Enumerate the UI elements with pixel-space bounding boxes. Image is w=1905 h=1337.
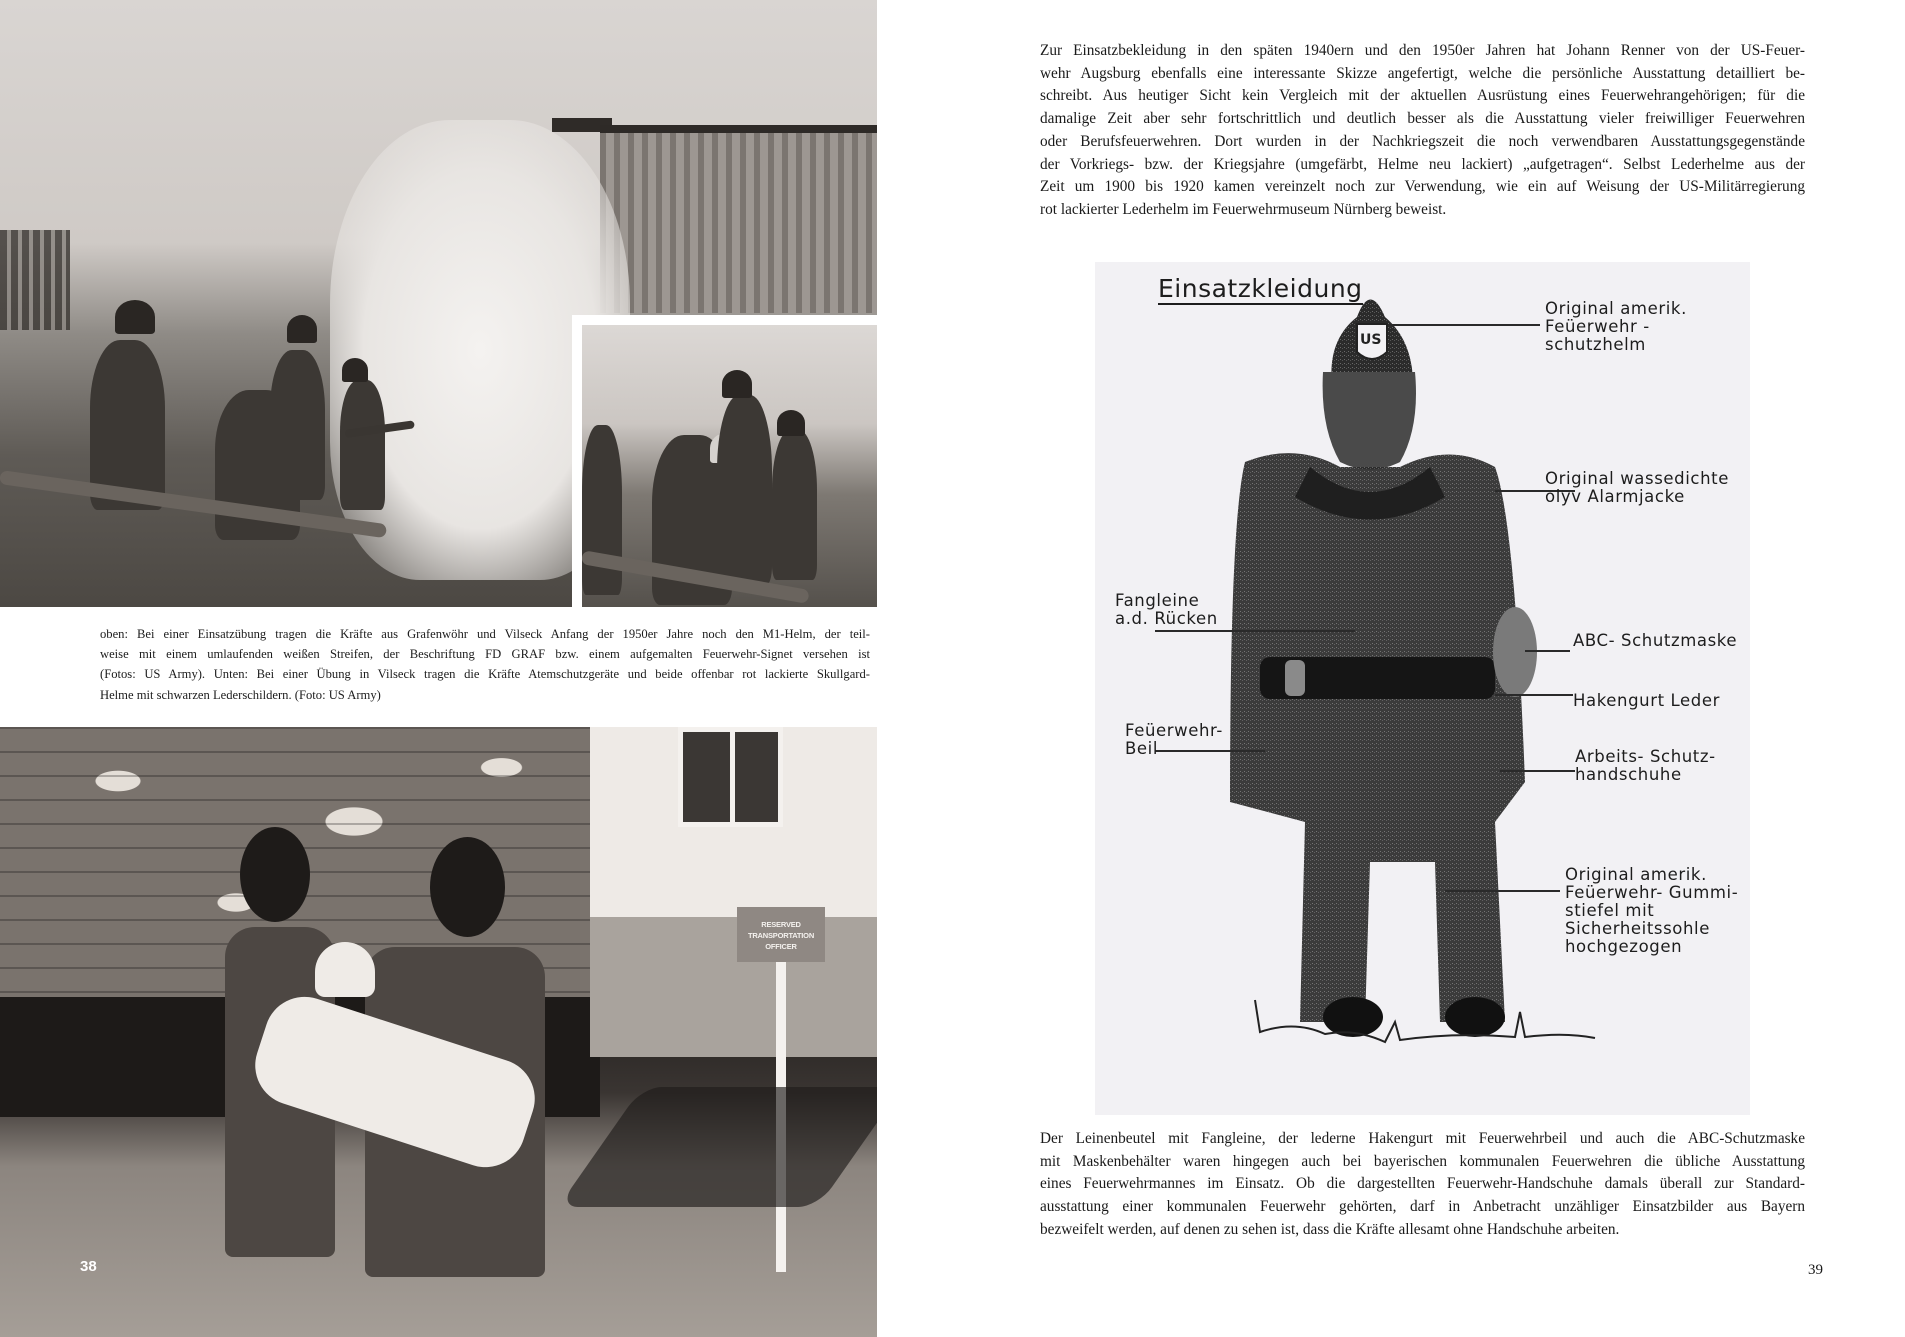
head-shape bbox=[1323, 372, 1416, 470]
label-line: olyv Alarmjacke bbox=[1545, 487, 1685, 506]
leader-line bbox=[1495, 694, 1573, 696]
reserved-sign bbox=[737, 907, 825, 962]
leader-line bbox=[1390, 324, 1540, 326]
firefighter-figure bbox=[270, 350, 325, 500]
boot-left bbox=[1323, 997, 1383, 1037]
page-number-left: 38 bbox=[80, 1258, 97, 1275]
belt-buckle bbox=[1285, 660, 1305, 696]
text-line: bezweifelt werden, auf denen zu sehen ist, dass die Kräfte allesamt ohne Handschuhe arbeiten. bbox=[1040, 1220, 1620, 1238]
caption-line: weise mit einem umlaufenden weißen Streifen, der Beschriftung FD GRAF bzw. einem aufgemalten Feuerwehr-Signet versehen ist bbox=[100, 647, 870, 662]
building-window bbox=[678, 727, 783, 827]
label-line: Beil bbox=[1125, 739, 1159, 758]
text-line: wehr Augsburg ebenfalls eine interessante Skizze angefertigt, welche die persönliche Ausstattung detailliert be- bbox=[1040, 64, 1805, 82]
left-page bbox=[0, 0, 877, 1337]
label-line: Feüerwehr- bbox=[1125, 721, 1223, 740]
label-rescue-line bbox=[1115, 592, 1218, 628]
label-line: Feüerwehr - bbox=[1545, 317, 1650, 336]
text-line: eines Feuerwehrmannes im Einsatz. Ob die dargestellten Feuerwehr-Handschuhe damals überall zur Standard- bbox=[1040, 1175, 1805, 1193]
leader-line bbox=[1525, 650, 1570, 652]
photo-rescue-exercise bbox=[0, 727, 877, 1337]
label-jacket bbox=[1545, 470, 1729, 506]
leader-line bbox=[1445, 890, 1560, 892]
paragraph-equipment bbox=[1040, 1128, 1805, 1242]
text-line: schreibt. Aus heutiger Sicht kein Vergleich mit der aktuellen Ausrüstung eines Feuerwehrangehörigen; für die bbox=[1040, 87, 1805, 105]
leader-line bbox=[1155, 630, 1355, 632]
label-boots bbox=[1565, 866, 1738, 956]
label-line: stiefel mit bbox=[1565, 901, 1655, 920]
text-line: der Vorkriegs- bzw. der Kriegsjahre (umgefärbt, Helme neu lackiert) „aufgetragen“. Selbst Lederhelme aus der bbox=[1040, 155, 1805, 173]
building-base bbox=[590, 917, 877, 1057]
text-line: Zeit um 1900 bis 1920 kamen vereinzelt noch zur Verwendung, wie ein auf Weisung der US-Militärregierung bbox=[1040, 178, 1805, 196]
text-line: Der Leinenbeutel mit Fangleine, der lederne Hakengurt mit Feuerwehrbeil und auch die ABC-Schutzmaske bbox=[1040, 1130, 1805, 1147]
text-line: ausstattung einer kommunalen Feuerwehr gehörten, darf in Anbetracht unzähliger Einsatzbilder aus Bayern bbox=[1040, 1198, 1805, 1216]
text-line: Zur Einsatzbekleidung in den späten 1940ern und den 1950er Jahren hat Johann Renner von der US-Feuer- bbox=[1040, 42, 1805, 59]
text-line: oder Berufsfeuerwehren. Dort wurden in der Nachkriegszeit die noch verwendbaren Ausstattungsgegenstände bbox=[1040, 132, 1805, 150]
label-belt bbox=[1573, 692, 1720, 710]
chef-hat bbox=[315, 942, 375, 997]
label-line: handschuhe bbox=[1575, 765, 1682, 784]
caption-line: Helme mit schwarzen Lederschildern. (Foto: US Army) bbox=[100, 687, 381, 702]
m1-helmet bbox=[722, 370, 752, 398]
page-number-right: 39 bbox=[1808, 1262, 1823, 1278]
sign-line: RESERVED bbox=[761, 920, 801, 929]
hose-nozzle bbox=[0, 470, 387, 538]
label-gloves bbox=[1575, 748, 1716, 784]
helmet-badge-text: US bbox=[1360, 332, 1382, 348]
firefighter-drawing bbox=[1095, 262, 1750, 1115]
gas-mask-helmet bbox=[240, 827, 310, 922]
label-line: ABC- Schutzmaske bbox=[1573, 631, 1738, 650]
boot-right bbox=[1445, 997, 1505, 1037]
mask-canister bbox=[1493, 607, 1537, 697]
label-axe bbox=[1125, 722, 1223, 758]
caption-line: (Fotos: US Army). Unten: Bei einer Übung in Vilseck tragen die Kräfte Atemschutzgeräte und beide offenbar rot lackierte Skullgard- bbox=[100, 667, 870, 682]
label-line: Arbeits- Schutz- bbox=[1575, 747, 1716, 766]
label-line: hochgezogen bbox=[1565, 937, 1683, 956]
label-abc-mask bbox=[1573, 632, 1737, 650]
paragraph-intro bbox=[1040, 40, 1805, 222]
photo-inset-exercise bbox=[572, 315, 877, 607]
text-line: mit Maskenbehälter waren hingegen auch bei bayerischen kommunalen Feuerwehren die übliche Ausstattung bbox=[1040, 1152, 1805, 1170]
equipment-sketch bbox=[1095, 262, 1750, 1115]
label-line: Fangleine bbox=[1115, 591, 1200, 610]
label-line: Hakengurt Leder bbox=[1573, 691, 1720, 710]
label-line: Original amerik. bbox=[1545, 299, 1687, 318]
label-line: schutzhelm bbox=[1545, 335, 1646, 354]
label-line: a.d. Rücken bbox=[1115, 609, 1218, 628]
m1-helmet bbox=[342, 358, 368, 382]
m1-helmet bbox=[115, 300, 155, 334]
text-line: rot lackierter Lederhelm im Feuerwehrmuseum Nürnberg beweist. bbox=[1040, 200, 1447, 218]
photo-caption bbox=[100, 624, 870, 705]
label-line: Original wassedichte bbox=[1545, 469, 1729, 488]
gas-mask-helmet bbox=[430, 837, 505, 937]
leader-line bbox=[1500, 770, 1575, 772]
caption-line: oben: Bei einer Einsatzübung tragen die Kräfte aus Grafenwöhr und Vilseck Anfang der 1950er Jahre noch den M1-Helm, der teil- bbox=[100, 627, 870, 641]
soldiers-in-line bbox=[0, 230, 70, 330]
m1-helmet bbox=[287, 315, 317, 343]
label-helmet bbox=[1545, 300, 1687, 354]
foam-covered-hut bbox=[600, 125, 877, 313]
label-line: Sicherheitssohle bbox=[1565, 919, 1710, 938]
cast-shadow bbox=[558, 1087, 877, 1207]
label-line: Original amerik. bbox=[1565, 865, 1707, 884]
m1-helmet bbox=[777, 410, 805, 436]
sketch-title: Einsatzkleidung bbox=[1158, 274, 1363, 303]
firefighter-figure bbox=[772, 430, 817, 580]
label-line: Feüerwehr- Gummi- bbox=[1565, 883, 1739, 902]
sign-line: TRANSPORTATION OFFICER bbox=[747, 931, 815, 951]
text-line: damalige Zeit aber sehr fortschrittlich und deutlich besser als die Ausstattung vieler freiwilliger Feuerwehren bbox=[1040, 110, 1805, 128]
firefighter-figure bbox=[340, 380, 385, 510]
firefighter-figure bbox=[717, 395, 772, 585]
body-shape bbox=[1230, 453, 1525, 1022]
